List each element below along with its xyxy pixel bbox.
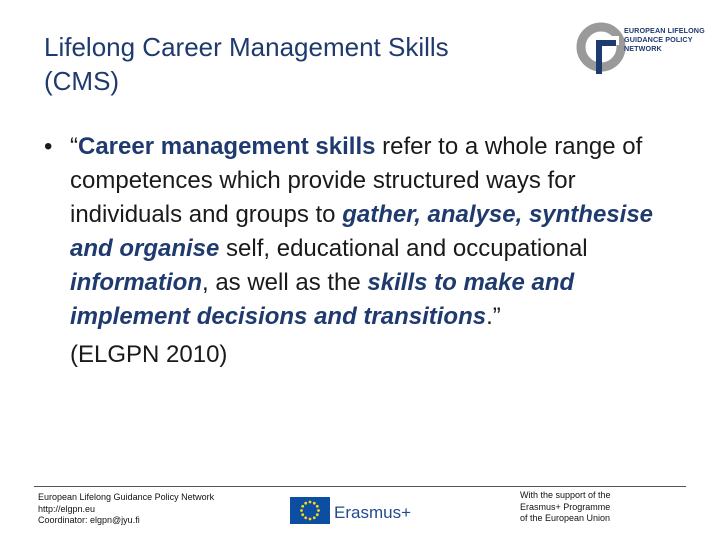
footer-support xyxy=(520,490,670,525)
quote-emph-skills: skills to make and implement decisions and transitions xyxy=(70,269,575,330)
erasmus-logo xyxy=(290,496,420,526)
eu-flag-icon xyxy=(290,496,420,526)
logo-text-line-3: NETWORK xyxy=(624,44,662,53)
slide-body xyxy=(44,130,684,372)
quote-part-b: self, educational and occupational xyxy=(219,235,588,262)
quote-part-a: refer to a whole range of competences which provide structured ways for individuals and groups to xyxy=(70,133,643,228)
quote-emph-information: information xyxy=(70,269,202,296)
quote-text xyxy=(70,130,684,334)
footer-support-line-2: Erasmus+ Programme xyxy=(520,501,611,512)
logo-text-line-1: EUROPEAN LIFELONG xyxy=(624,26,705,35)
footer-coordinator: Coordinator: elgpn@jyu.fi xyxy=(38,515,140,525)
footer-contact xyxy=(38,492,258,527)
bullet-marker: • xyxy=(44,133,53,160)
title-line-1: Lifelong Career Management Skills xyxy=(44,32,449,62)
erasmus-label: Erasmus+ xyxy=(334,503,411,522)
quote-bullet xyxy=(44,130,684,334)
footer-divider xyxy=(34,486,686,487)
quote-emph-gather: gather, analyse, synthesise and organise xyxy=(70,201,654,262)
quote-term-cms: Career management skills xyxy=(78,133,376,160)
footer-support-line-1: With the support of the xyxy=(520,490,611,500)
quote-close: .” xyxy=(486,303,501,330)
quote-part-c: , as well as the xyxy=(202,269,368,296)
elgpn-logo xyxy=(576,16,712,78)
footer-org-name: European Lifelong Guidance Policy Network xyxy=(38,492,215,502)
quote-open: “ xyxy=(70,133,78,160)
footer-website-link[interactable]: http://elgpn.eu xyxy=(38,503,96,514)
footer-support-line-3: of the European Union xyxy=(520,513,611,523)
elgpn-logo-icon xyxy=(576,16,626,78)
slide-title xyxy=(44,30,584,98)
citation: (ELGPN 2010) xyxy=(70,341,228,368)
logo-text xyxy=(624,26,714,53)
logo-text-line-2: GUIDANCE POLICY xyxy=(624,35,693,44)
title-line-2: (CMS) xyxy=(44,66,120,96)
